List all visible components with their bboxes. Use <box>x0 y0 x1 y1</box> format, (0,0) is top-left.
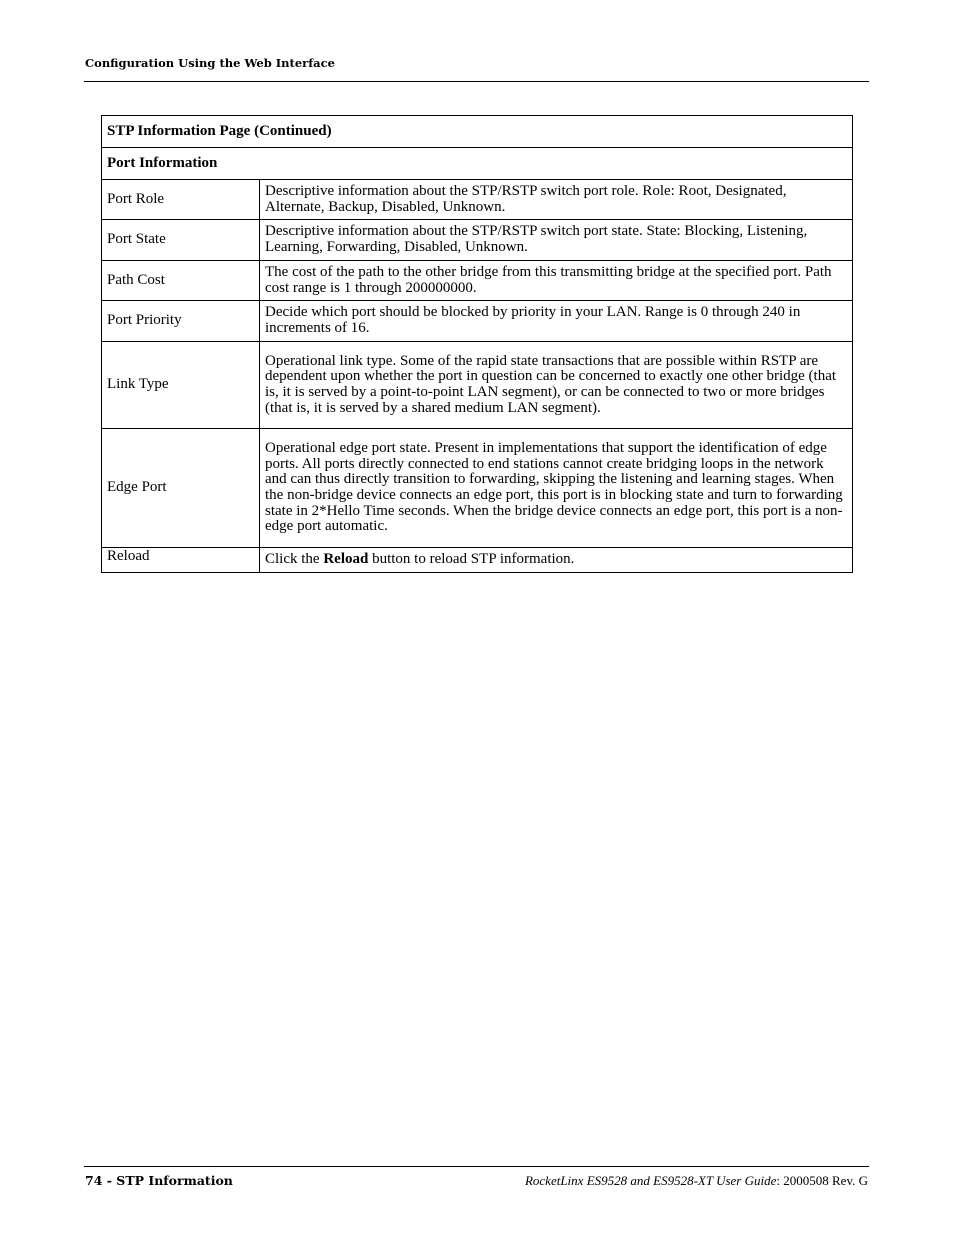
row-term: Edge Port <box>102 429 260 548</box>
guide-title: RocketLinx ES9528 and ES9528-XT User Guide <box>524 1173 777 1188</box>
table-row <box>102 261 853 301</box>
table-row <box>102 429 853 548</box>
table-title-row <box>102 116 853 148</box>
table-title: STP Information Page (Continued) <box>102 116 853 148</box>
row-term: Port State <box>102 220 260 261</box>
table-row-reload <box>102 548 853 573</box>
running-header: Configuration Using the Web Interface <box>85 56 335 70</box>
table-row <box>102 342 853 429</box>
row-term: Link Type <box>102 342 260 429</box>
row-description: Descriptive information about the STP/RSTP switch port role. Role: Root, Designated, Alternate, Backup, Disabled, Unknown. <box>260 180 853 220</box>
row-description: The cost of the path to the other bridge from this transmitting bridge at the specified port. Path cost range is 1 through 200000000. <box>260 261 853 301</box>
table-row <box>102 301 853 342</box>
stp-info-table <box>101 115 853 573</box>
row-term: Port Role <box>102 180 260 220</box>
row-description <box>260 548 853 573</box>
row-term: Reload <box>102 548 260 573</box>
header-divider <box>84 81 869 82</box>
row-term: Port Priority <box>102 301 260 342</box>
table-row <box>102 180 853 220</box>
row-description: Operational edge port state. Present in implementations that support the identification of edge ports. All ports directly connected to end stations cannot create bridging loops in the network and can thus directly transition to forwarding, skipping the listening and learning stages. When the non-bridge device connects an edge port, this port is in blocking state and turn to forwarding state in 2*Hello Time seconds. When the bridge device connects an edge port, this port is a non-edge port automatic. <box>260 429 853 548</box>
table-section-row <box>102 148 853 180</box>
reload-desc-suffix: button to reload STP information. <box>368 551 575 568</box>
section-heading: Port Information <box>102 148 853 180</box>
row-description: Decide which port should be blocked by priority in your LAN. Range is 0 through 240 in increments of 16. <box>260 301 853 342</box>
row-description: Operational link type. Some of the rapid state transactions that are possible within RSTP are dependent upon whether the port in question can be concerned to exactly one other bridge (that is, it is served by a point-to-point LAN segment), or can be connected to two or more bridges (that is, it is served by a shared medium LAN segment). <box>260 342 853 429</box>
row-description: Descriptive information about the STP/RSTP switch port state. State: Blocking, Listening, Learning, Forwarding, Disabled, Unknown. <box>260 220 853 261</box>
guide-reference <box>525 1173 868 1189</box>
table-row <box>102 220 853 261</box>
reload-button-reference: Reload <box>323 551 369 568</box>
guide-revision: : 2000508 Rev. G <box>776 1173 868 1188</box>
page-label: 74 - STP Information <box>85 1173 233 1188</box>
row-term: Path Cost <box>102 261 260 301</box>
footer-divider <box>84 1166 869 1167</box>
reload-desc-prefix: Click the <box>265 551 324 568</box>
